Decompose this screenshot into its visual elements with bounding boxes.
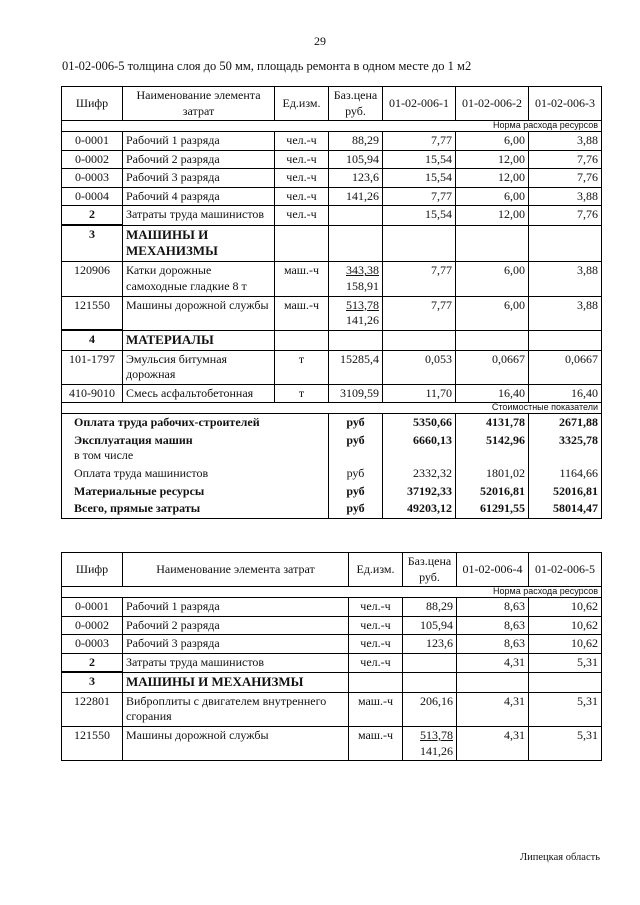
empty-cell bbox=[275, 225, 329, 262]
base-price: 206,16 bbox=[420, 693, 453, 708]
base-price: 343,38 bbox=[346, 263, 379, 278]
row-code: 3 bbox=[62, 672, 123, 692]
base-price: 141,26 bbox=[346, 188, 379, 203]
norm-value: 6,00 bbox=[456, 296, 529, 330]
resource-table-2 bbox=[61, 552, 602, 761]
empty-cell bbox=[329, 330, 383, 350]
base-price-2: 158,91 bbox=[346, 278, 379, 293]
cost-name-text: Материальные ресурсы bbox=[74, 483, 205, 498]
row-name: Смесь асфальтобетонная bbox=[123, 384, 275, 403]
row-price bbox=[403, 653, 457, 672]
row-unit: маш.-ч bbox=[275, 296, 329, 330]
base-price: 105,94 bbox=[420, 617, 453, 632]
row-price bbox=[329, 262, 383, 296]
cost-row bbox=[62, 500, 602, 518]
table-row bbox=[62, 187, 602, 206]
table-row bbox=[62, 727, 602, 761]
norm-label: Норма расхода ресурсов bbox=[62, 121, 602, 132]
column-header: 01-02-006-4 bbox=[457, 553, 529, 587]
cost-label-row bbox=[62, 403, 602, 414]
norm-value: 7,76 bbox=[529, 169, 602, 188]
column-header: Наименование элемента затрат bbox=[123, 553, 349, 587]
row-price bbox=[403, 635, 457, 654]
row-price bbox=[329, 350, 383, 384]
empty-cell bbox=[529, 330, 602, 350]
base-price: 513,78 bbox=[420, 728, 453, 743]
row-price bbox=[403, 727, 457, 761]
row-unit: т bbox=[275, 350, 329, 384]
row-price bbox=[403, 692, 457, 726]
cost-unit: руб bbox=[329, 414, 383, 432]
region-footer: Липецкая область bbox=[520, 852, 600, 863]
row-name: Виброплиты с двигателем внутреннего сгорания bbox=[123, 692, 349, 726]
cost-value: 1801,02 bbox=[456, 465, 529, 483]
base-price: 88,29 bbox=[426, 599, 453, 614]
norm-value: 4,31 bbox=[457, 727, 529, 761]
table-row bbox=[62, 692, 602, 726]
empty-cell bbox=[383, 330, 456, 350]
row-name: Машины дорожной службы bbox=[123, 296, 275, 330]
row-code: 0-0003 bbox=[62, 635, 123, 654]
norm-value: 16,40 bbox=[456, 384, 529, 403]
norm-value: 8,63 bbox=[457, 598, 529, 617]
base-price: 3109,59 bbox=[340, 385, 379, 400]
norm-value: 16,40 bbox=[529, 384, 602, 403]
row-code: 2 bbox=[62, 653, 123, 672]
norm-value: 8,63 bbox=[457, 616, 529, 635]
row-unit: маш.-ч bbox=[349, 727, 403, 761]
table-row bbox=[62, 350, 602, 384]
empty-cell bbox=[529, 672, 602, 692]
cost-value: 58014,47 bbox=[529, 500, 602, 518]
row-price bbox=[403, 616, 457, 635]
cost-name bbox=[62, 414, 329, 432]
norm-value: 3,88 bbox=[529, 132, 602, 151]
cost-value: 52016,81 bbox=[456, 483, 529, 501]
norm-value: 12,00 bbox=[456, 206, 529, 225]
cost-name-text: Оплата труда машинистов bbox=[74, 466, 209, 481]
norm-value: 5,31 bbox=[529, 727, 602, 761]
row-code: 3 bbox=[62, 225, 123, 262]
row-unit: чел.-ч bbox=[349, 598, 403, 617]
row-code: 121550 bbox=[62, 727, 123, 761]
column-header: Баз.цена руб. bbox=[403, 553, 457, 587]
column-header: Баз.цена руб. bbox=[329, 87, 383, 121]
norm-value: 11,70 bbox=[383, 384, 456, 403]
norm-value: 3,88 bbox=[529, 296, 602, 330]
table-row bbox=[62, 384, 602, 403]
norm-value: 12,00 bbox=[456, 150, 529, 169]
table-row bbox=[62, 206, 602, 225]
table-header-row bbox=[62, 87, 602, 121]
table-row bbox=[62, 653, 602, 672]
row-price bbox=[329, 169, 383, 188]
row-name: Затраты труда машинистов bbox=[123, 653, 349, 672]
row-unit: чел.-ч bbox=[275, 206, 329, 225]
cost-value: 37192,33 bbox=[383, 483, 456, 501]
norm-value: 15,54 bbox=[383, 206, 456, 225]
base-price: 123,6 bbox=[352, 170, 379, 185]
norm-value: 7,76 bbox=[529, 206, 602, 225]
norm-value: 6,00 bbox=[456, 132, 529, 151]
column-header: Шифр bbox=[62, 553, 123, 587]
page-number: 29 bbox=[314, 34, 326, 48]
norm-value: 15,54 bbox=[383, 169, 456, 188]
base-price: 123,6 bbox=[426, 636, 453, 651]
row-code: 0-0001 bbox=[62, 598, 123, 617]
cost-value: 1164,66 bbox=[529, 465, 602, 483]
norm-value: 0,0667 bbox=[456, 350, 529, 384]
row-code: 0-0004 bbox=[62, 187, 123, 206]
row-code: 121550 bbox=[62, 296, 123, 330]
norm-value: 7,77 bbox=[383, 132, 456, 151]
row-unit: чел.-ч bbox=[349, 616, 403, 635]
base-price-2: 141,26 bbox=[346, 313, 379, 328]
norm-label: Норма расхода ресурсов bbox=[62, 587, 602, 598]
row-code: 2 bbox=[62, 206, 123, 225]
table-row bbox=[62, 672, 602, 692]
norm-value: 0,053 bbox=[383, 350, 456, 384]
row-name: Рабочий 2 разряда bbox=[123, 616, 349, 635]
table-row bbox=[62, 262, 602, 296]
row-name: Рабочий 1 разряда bbox=[123, 598, 349, 617]
base-price-2: 141,26 bbox=[420, 743, 453, 758]
row-name: Эмульсия битумная дорожная bbox=[123, 350, 275, 384]
column-header: Ед.изм. bbox=[275, 87, 329, 121]
row-name: Рабочий 4 разряда bbox=[123, 187, 275, 206]
cost-value: 5142,96 bbox=[456, 432, 529, 465]
table-row bbox=[62, 330, 602, 350]
empty-cell bbox=[456, 330, 529, 350]
cost-row bbox=[62, 432, 602, 465]
cost-name-text: Всего, прямые затраты bbox=[74, 501, 201, 516]
norm-value: 0,0667 bbox=[529, 350, 602, 384]
norm-value: 15,54 bbox=[383, 150, 456, 169]
empty-cell bbox=[529, 225, 602, 262]
empty-cell bbox=[275, 330, 329, 350]
row-unit: т bbox=[275, 384, 329, 403]
column-header: 01-02-006-1 bbox=[383, 87, 456, 121]
column-header: Ед.изм. bbox=[349, 553, 403, 587]
cost-name bbox=[62, 500, 329, 518]
empty-cell bbox=[403, 672, 457, 692]
table-header-row bbox=[62, 553, 602, 587]
cost-name-text: Оплата труда рабочих-строителей bbox=[74, 415, 260, 430]
row-code: 120906 bbox=[62, 262, 123, 296]
row-price bbox=[403, 598, 457, 617]
empty-cell bbox=[383, 225, 456, 262]
norm-value: 10,62 bbox=[529, 635, 602, 654]
cost-row bbox=[62, 414, 602, 432]
table-row bbox=[62, 132, 602, 151]
row-name: Рабочий 2 разряда bbox=[123, 150, 275, 169]
norm-value: 7,76 bbox=[529, 150, 602, 169]
cost-value: 3325,78 bbox=[529, 432, 602, 465]
norm-value: 4,31 bbox=[457, 653, 529, 672]
norm-value: 4,31 bbox=[457, 692, 529, 726]
cost-name bbox=[62, 483, 329, 501]
norm-value: 7,77 bbox=[383, 296, 456, 330]
cost-unit: руб bbox=[329, 432, 383, 465]
row-code: 410-9010 bbox=[62, 384, 123, 403]
norm-value: 12,00 bbox=[456, 169, 529, 188]
cost-unit: руб bbox=[329, 500, 383, 518]
table-row bbox=[62, 296, 602, 330]
norm-value: 8,63 bbox=[457, 635, 529, 654]
norm-value: 3,88 bbox=[529, 187, 602, 206]
row-code: 0-0001 bbox=[62, 132, 123, 151]
base-price: 15285,4 bbox=[340, 351, 379, 366]
row-unit: чел.-ч bbox=[275, 187, 329, 206]
norm-row bbox=[62, 587, 602, 598]
row-price bbox=[329, 206, 383, 225]
cost-row bbox=[62, 483, 602, 501]
empty-cell bbox=[457, 672, 529, 692]
row-code: 101-1797 bbox=[62, 350, 123, 384]
column-header: 01-02-006-5 bbox=[529, 553, 602, 587]
row-code: 0-0002 bbox=[62, 616, 123, 635]
row-unit: маш.-ч bbox=[349, 692, 403, 726]
norm-value: 6,00 bbox=[456, 262, 529, 296]
table-row bbox=[62, 616, 602, 635]
norm-value: 10,62 bbox=[529, 616, 602, 635]
empty-cell bbox=[456, 225, 529, 262]
norm-value: 5,31 bbox=[529, 692, 602, 726]
cost-value: 6660,13 bbox=[383, 432, 456, 465]
row-unit: чел.-ч bbox=[275, 169, 329, 188]
cost-name bbox=[62, 465, 329, 483]
row-price bbox=[329, 187, 383, 206]
norm-row bbox=[62, 121, 602, 132]
cost-row bbox=[62, 465, 602, 483]
row-price bbox=[329, 150, 383, 169]
table-row bbox=[62, 598, 602, 617]
row-unit: чел.-ч bbox=[275, 132, 329, 151]
row-code: 4 bbox=[62, 330, 123, 350]
norm-value: 5,31 bbox=[529, 653, 602, 672]
row-name: МАШИНЫ И МЕХАНИЗМЫ bbox=[123, 225, 275, 262]
cost-unit: руб bbox=[329, 483, 383, 501]
row-name: Затраты труда машинистов bbox=[123, 206, 275, 225]
row-name: МАШИНЫ И МЕХАНИЗМЫ bbox=[123, 672, 349, 692]
section-heading: 01-02-006-5 толщина слоя до 50 мм, площадь ремонта в одном месте до 1 м2 bbox=[62, 59, 472, 73]
empty-cell bbox=[349, 672, 403, 692]
row-unit: чел.-ч bbox=[275, 150, 329, 169]
table-row bbox=[62, 635, 602, 654]
row-name: Машины дорожной службы bbox=[123, 727, 349, 761]
column-header: Шифр bbox=[62, 87, 123, 121]
cost-value: 4131,78 bbox=[456, 414, 529, 432]
row-name: МАТЕРИАЛЫ bbox=[123, 330, 275, 350]
table-row bbox=[62, 225, 602, 262]
cost-value: 61291,55 bbox=[456, 500, 529, 518]
row-unit: чел.-ч bbox=[349, 653, 403, 672]
cost-value: 49203,12 bbox=[383, 500, 456, 518]
empty-cell bbox=[329, 225, 383, 262]
base-price: 105,94 bbox=[346, 151, 379, 166]
cost-subtext: в том числе bbox=[74, 448, 134, 463]
cost-value: 5350,66 bbox=[383, 414, 456, 432]
row-name: Рабочий 3 разряда bbox=[123, 635, 349, 654]
row-price bbox=[329, 384, 383, 403]
cost-unit: руб bbox=[329, 465, 383, 483]
norm-value: 10,62 bbox=[529, 598, 602, 617]
norm-value: 6,00 bbox=[456, 187, 529, 206]
cost-name-text: Эксплуатация машин bbox=[74, 432, 193, 447]
row-unit: чел.-ч bbox=[349, 635, 403, 654]
resource-table-1 bbox=[61, 86, 602, 519]
cost-name bbox=[62, 432, 329, 465]
table-row bbox=[62, 150, 602, 169]
norm-value: 7,77 bbox=[383, 262, 456, 296]
base-price: 513,78 bbox=[346, 297, 379, 312]
row-price bbox=[329, 132, 383, 151]
cost-label: Стоимостные показатели bbox=[62, 403, 602, 414]
row-name: Катки дорожные самоходные гладкие 8 т bbox=[123, 262, 275, 296]
row-code: 0-0002 bbox=[62, 150, 123, 169]
row-name: Рабочий 3 разряда bbox=[123, 169, 275, 188]
row-unit: маш.-ч bbox=[275, 262, 329, 296]
column-header: 01-02-006-2 bbox=[456, 87, 529, 121]
norm-value: 3,88 bbox=[529, 262, 602, 296]
row-price bbox=[329, 296, 383, 330]
cost-value: 2671,88 bbox=[529, 414, 602, 432]
row-name: Рабочий 1 разряда bbox=[123, 132, 275, 151]
column-header: Наименование элемента затрат bbox=[123, 87, 275, 121]
norm-value: 7,77 bbox=[383, 187, 456, 206]
table-row bbox=[62, 169, 602, 188]
cost-value: 2332,32 bbox=[383, 465, 456, 483]
column-header: 01-02-006-3 bbox=[529, 87, 602, 121]
row-code: 0-0003 bbox=[62, 169, 123, 188]
cost-value: 52016,81 bbox=[529, 483, 602, 501]
base-price: 88,29 bbox=[352, 133, 379, 148]
row-code: 122801 bbox=[62, 692, 123, 726]
